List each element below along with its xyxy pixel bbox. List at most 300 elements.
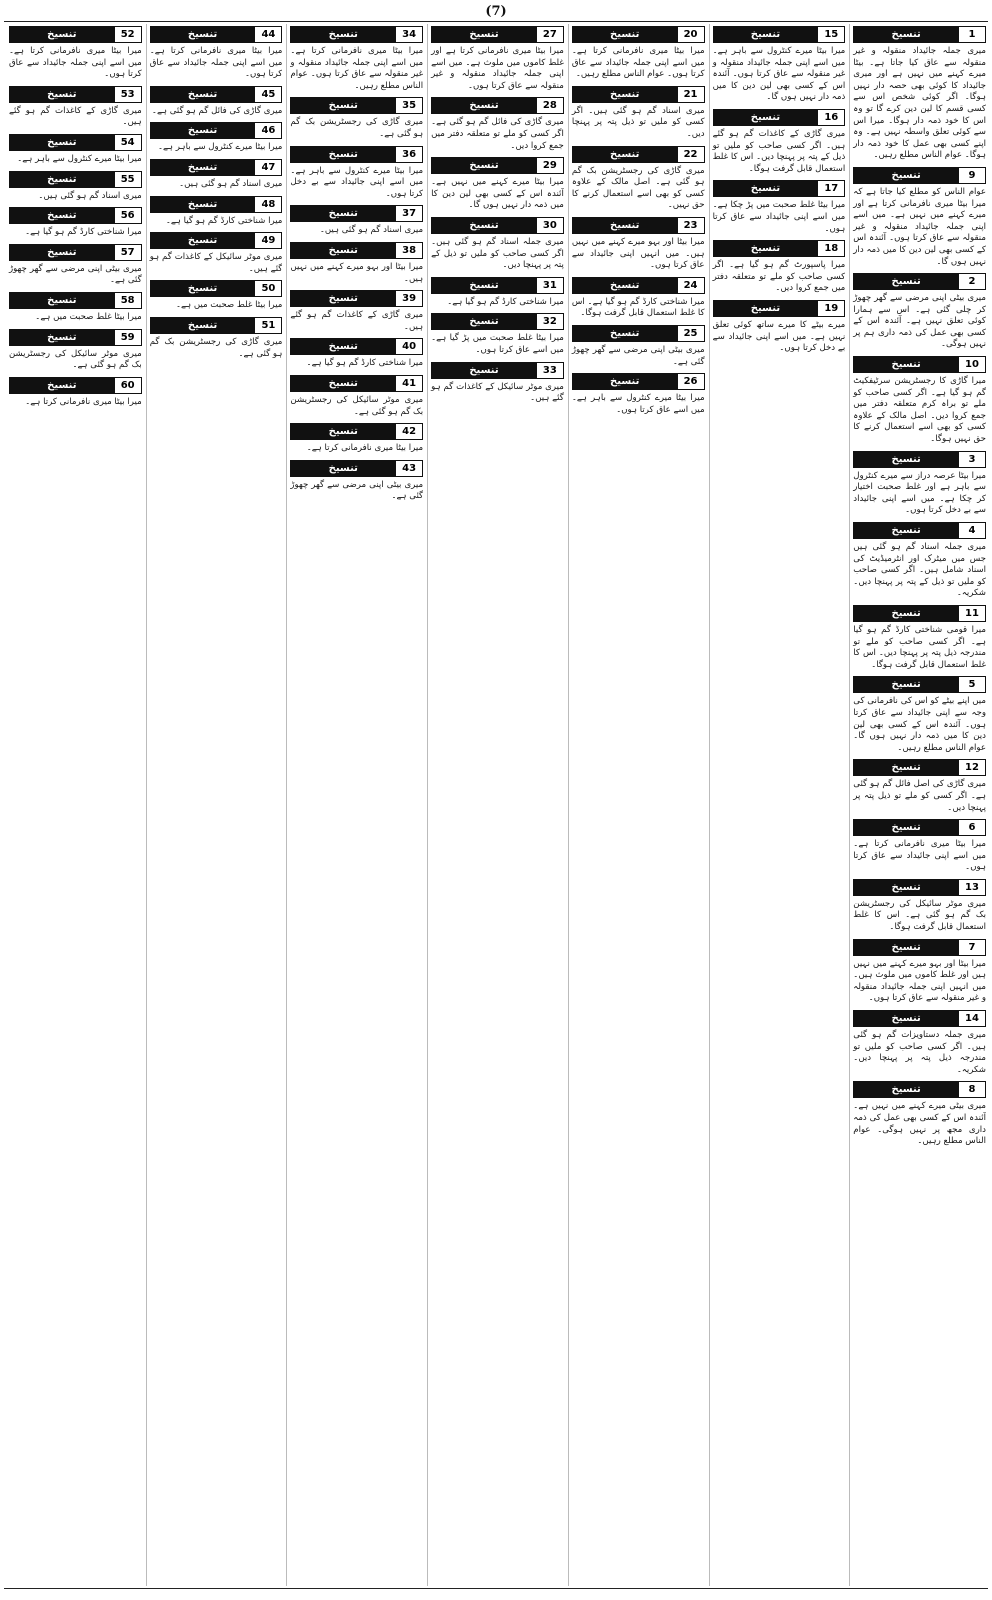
classified-notice <box>9 292 142 324</box>
notice-title: تنسیخ <box>854 940 958 955</box>
notice-text: میری جملہ اسناد گم ہو گئی ہیں۔ اگر کسی صاحب کو ملیں تو ذیل کے پتہ پر پہنچا دیں۔ <box>431 236 564 271</box>
notice-text: میرا بیٹا میرے کنٹرول سے باہر ہے۔ میں اسے عاق کرتا ہوں۔ <box>571 393 705 415</box>
notice-header <box>572 26 705 43</box>
notice-title: تنسیخ <box>854 27 958 42</box>
notice-title: تنسیخ <box>432 27 536 42</box>
notice-number: 38 <box>395 243 422 258</box>
notice-number: 60 <box>114 378 141 393</box>
notice-title: تنسیخ <box>291 461 395 476</box>
notice-title: تنسیخ <box>854 880 958 895</box>
notice-header <box>713 240 846 257</box>
classified-notice <box>9 329 142 372</box>
notice-header <box>431 97 564 114</box>
notice-number: 54 <box>114 135 141 150</box>
classified-notice <box>572 277 705 320</box>
notice-text: میری بیٹی میرے کہنے میں نہیں ہے۔ آئندہ اس کے کسی بھی عمل کی ذمہ داری مجھ پر نہیں ہوگی۔ عوام الناس مطلع رہیں۔ <box>853 1101 986 1147</box>
notice-title: تنسیخ <box>291 206 395 221</box>
classified-notice <box>9 377 142 409</box>
notice-number: 25 <box>677 326 704 341</box>
notice-title: تنسیخ <box>151 87 255 102</box>
notice-number: 9 <box>958 168 985 183</box>
notice-title: تنسیخ <box>151 281 255 296</box>
notice-header <box>853 819 986 836</box>
notice-title: تنسیخ <box>573 278 677 293</box>
bottom-divider <box>4 1588 988 1589</box>
classified-notice <box>572 325 705 368</box>
notice-text: میری موٹر سائیکل کی رجسٹریشن بک گم ہو گئی ہے۔ اس کا غلط استعمال قابل گرفت ہوگا۔ <box>853 898 986 933</box>
notice-header <box>572 146 705 163</box>
notice-text: میرا بیٹا میری نافرمانی کرتا ہے۔ میں اسے اپنی جائیداد سے عاق کرتا ہوں۔ <box>853 839 986 873</box>
notice-header <box>150 122 283 139</box>
classified-notice <box>9 207 142 239</box>
classified-notice <box>853 451 986 517</box>
notice-text: میرا گاڑی کا رجسٹریشن سرٹیفکیٹ گم ہو گیا ہے۔ اگر کسی صاحب کو ملے تو براہ کرم متعلقہ دفتر میں جمع کروا دیں۔ اصل مالک کے علاوہ کسی کو بھی اسے استعمال کرنے کا حق نہیں ہوگا۔ <box>853 376 986 445</box>
classified-notice <box>150 122 283 154</box>
notice-text: میری گاڑی کی رجسٹریشن بک گم ہو گئی ہے۔ اصل مالک کے علاوہ کسی کو بھی اسے استعمال کرنے کا حق نہیں۔ <box>571 165 705 211</box>
notice-header <box>150 86 283 103</box>
notice-number: 51 <box>254 318 281 333</box>
notice-header <box>290 97 423 114</box>
notice-number: 35 <box>395 98 422 113</box>
notice-header <box>713 180 846 197</box>
notice-header <box>150 232 283 249</box>
notice-number: 58 <box>114 293 141 308</box>
notice-number: 44 <box>254 27 281 42</box>
notice-header <box>713 109 846 126</box>
notice-header <box>853 676 986 693</box>
notice-text: میرا بیٹا غلط صحبت میں پڑ چکا ہے۔ میں اسے اپنی جائیداد سے عاق کرتا ہوں۔ <box>712 200 846 234</box>
notice-title: تنسیخ <box>573 218 677 233</box>
notice-title: تنسیخ <box>854 274 958 289</box>
notice-text: میری گاڑی کے کاغذات گم ہو گئے ہیں۔ اگر کسی صاحب کو ملیں تو ذیل کے پتہ پر پہنچا دیں۔ اس کا غلط استعمال قابل گرفت ہوگا۔ <box>712 128 846 174</box>
classified-notice <box>431 313 564 356</box>
notice-number: 47 <box>254 160 281 175</box>
classified-notice <box>290 97 423 140</box>
notice-title: تنسیخ <box>573 326 677 341</box>
notice-header <box>853 273 986 290</box>
notice-text: میرا بیٹا اور بہو میرے کہنے میں نہیں ہیں۔ میں انہیں اپنی جائیداد سے عاق کرتا ہوں۔ <box>571 236 705 271</box>
classified-notice <box>853 819 986 874</box>
notice-text: میرا بیٹا میری نافرمانی کرتا ہے۔ میں اسے اپنی جملہ جائیداد منقولہ و غیر منقولہ سے عاق کرتا ہوں۔ عوام الناس مطلع رہیں۔ <box>290 46 424 91</box>
page-number: (7) <box>485 4 507 19</box>
top-divider <box>4 21 988 22</box>
notice-header <box>9 292 142 309</box>
notice-title: تنسیخ <box>10 208 114 223</box>
notice-text: میرا شناختی کارڈ گم ہو گیا ہے۔ اس کا غلط استعمال قابل گرفت ہوگا۔ <box>571 296 705 319</box>
notice-columns <box>6 24 986 1586</box>
notice-header <box>150 159 283 176</box>
notice-text: میری بیٹی اپنی مرضی سے گھر چھوڑ گئی ہے۔ <box>571 344 705 367</box>
notice-number: 42 <box>395 424 422 439</box>
notice-number: 52 <box>114 27 141 42</box>
notice-header <box>853 939 986 956</box>
notice-number: 5 <box>958 677 985 692</box>
notice-header <box>290 26 423 43</box>
notice-header <box>572 325 705 342</box>
notice-text: میری اسناد گم ہو گئی ہیں۔ <box>179 178 283 189</box>
notice-text: میرا شناختی کارڈ گم ہو گیا ہے۔ <box>165 215 283 226</box>
classified-notice <box>853 26 986 162</box>
notice-header <box>9 207 142 224</box>
notice-title: تنسیخ <box>291 339 395 354</box>
notice-number: 36 <box>395 147 422 162</box>
notice-header <box>150 196 283 213</box>
classified-notice <box>713 240 846 295</box>
notice-text: میرا پاسپورٹ گم ہو گیا ہے۔ اگر کسی صاحب کو ملے تو متعلقہ دفتر میں جمع کروا دیں۔ <box>712 260 846 294</box>
notice-text: میرا بیٹا میرے کنٹرول سے باہر ہے۔ میں اسے اپنی جائیداد سے بے دخل کرتا ہوں۔ <box>290 165 424 199</box>
classified-notice <box>713 300 846 355</box>
notice-number: 15 <box>817 27 844 42</box>
notice-text: میرا بیٹا میری نافرمانی کرتا ہے۔ <box>306 443 424 454</box>
notice-text: میرا شناختی کارڈ گم ہو گیا ہے۔ <box>447 296 564 307</box>
notice-number: 30 <box>536 218 563 233</box>
notice-title: تنسیخ <box>291 424 395 439</box>
notice-number: 3 <box>958 452 985 467</box>
classified-notice <box>431 217 564 272</box>
notice-text: میرا بیٹا میری نافرمانی کرتا ہے۔ میں اسے اپنی جملہ جائیداد سے عاق کرتا ہوں۔ <box>8 46 142 80</box>
notice-title: تنسیخ <box>291 98 395 113</box>
notice-title: تنسیخ <box>151 233 255 248</box>
classified-notice <box>572 373 705 416</box>
notice-number: 22 <box>677 147 704 162</box>
notice-header <box>150 280 283 297</box>
notice-title: تنسیخ <box>573 147 677 162</box>
notice-title: تنسیخ <box>854 677 958 692</box>
notice-header <box>431 313 564 330</box>
notice-number: 4 <box>958 523 985 538</box>
notice-header <box>290 423 423 440</box>
notice-text: میرا بیٹا میرے کنٹرول سے باہر ہے۔ <box>17 153 142 164</box>
notice-header <box>431 157 564 174</box>
notice-header <box>853 879 986 896</box>
notice-title: تنسیخ <box>291 376 395 391</box>
notice-title: تنسیخ <box>291 147 395 162</box>
notice-header <box>713 26 846 43</box>
classified-notice <box>290 26 423 92</box>
notice-number: 29 <box>536 158 563 173</box>
classified-notice <box>150 159 283 191</box>
notice-title: تنسیخ <box>854 606 958 621</box>
notice-header <box>9 171 142 188</box>
notice-title: تنسیخ <box>573 87 677 102</box>
notice-text: میرا بیٹا غلط صحبت میں پڑ گیا ہے۔ میں اسے عاق کرتا ہوں۔ <box>431 333 564 355</box>
notice-column <box>427 24 564 1586</box>
classified-notice <box>290 242 423 285</box>
notice-title: تنسیخ <box>854 1011 958 1026</box>
classified-notice <box>150 196 283 228</box>
classified-notice <box>290 460 423 503</box>
notice-number: 14 <box>958 1011 985 1026</box>
classified-notice <box>853 676 986 754</box>
notice-title: تنسیخ <box>10 135 114 150</box>
notice-number: 56 <box>114 208 141 223</box>
notice-header <box>290 375 423 392</box>
notice-text: میری گاڑی کی رجسٹریشن بک گم ہو گئی ہے۔ <box>290 117 424 139</box>
notice-text: میری موٹر سائیکل کی رجسٹریشن بک گم ہو گئی ہے۔ <box>8 348 142 371</box>
classified-notice <box>431 362 564 405</box>
notice-text: میری اسناد گم ہو گئی ہیں۔ <box>319 225 424 236</box>
notice-title: تنسیخ <box>10 330 114 345</box>
notice-number: 2 <box>958 274 985 289</box>
notice-header <box>290 146 423 163</box>
notice-text: میری گاڑی کی اصل فائل گم ہو گئی ہے۔ اگر کسی کو ملے تو ذیل پتہ پر پہنچا دیں۔ <box>853 779 986 813</box>
classified-notice <box>150 26 283 81</box>
notice-title: تنسیخ <box>714 181 818 196</box>
notice-text: میرا بیٹا میرے کنٹرول سے باہر ہے۔ <box>157 142 283 153</box>
notice-header <box>9 86 142 103</box>
notice-title: تنسیخ <box>714 241 818 256</box>
notice-number: 28 <box>536 98 563 113</box>
notice-text: میرا بیٹا غلط صحبت میں ہے۔ <box>35 311 142 322</box>
notice-header <box>9 26 142 43</box>
classified-notice <box>431 157 564 212</box>
notice-header <box>150 317 283 334</box>
notice-text: عوام الناس کو مطلع کیا جاتا ہے کہ میرا بیٹا میری نافرمانی کرتا ہے اور میرے کہنے میں نہیں ہے۔ میں اسے اپنی جملہ جائیداد منقولہ و غیر منقولہ سے عاق کرتا ہوں۔ آئندہ اس کے کسی بھی لین دین کا میں ذمہ دار نہیں ہوں گا۔ <box>853 186 986 267</box>
notice-title: تنسیخ <box>432 278 536 293</box>
notice-header <box>853 1010 986 1027</box>
classified-notice <box>572 146 705 212</box>
classified-notice <box>853 522 986 600</box>
notice-text: میرا بیٹا میری نافرمانی کرتا ہے۔ میں اسے اپنی جملہ جائیداد سے عاق کرتا ہوں۔ عوام الناس مطلع رہیں۔ <box>571 46 705 80</box>
notice-title: تنسیخ <box>10 87 114 102</box>
notice-title: تنسیخ <box>10 172 114 187</box>
notice-header <box>290 460 423 477</box>
notice-title: تنسیخ <box>854 1082 958 1097</box>
notice-title: تنسیخ <box>10 293 114 308</box>
notice-text: میری گاڑی کی فائل گم ہو گئی ہے۔ <box>151 105 283 116</box>
classified-notice <box>572 217 705 272</box>
notice-number: 33 <box>536 363 563 378</box>
notice-text: میرے بیٹے کا میرے ساتھ کوئی تعلق نہیں ہے۔ میں اسے اپنی جائیداد سے بے دخل کرتا ہوں۔ <box>712 319 846 354</box>
notice-number: 12 <box>958 760 985 775</box>
notice-header <box>9 244 142 261</box>
notice-header <box>290 242 423 259</box>
notice-header <box>572 373 705 390</box>
notice-text: میری موٹر سائیکل کی رجسٹریشن بک گم ہو گئی ہے۔ <box>290 394 424 417</box>
notice-title: تنسیخ <box>573 374 677 389</box>
notice-number: 53 <box>114 87 141 102</box>
notice-number: 48 <box>254 197 281 212</box>
notice-number: 37 <box>395 206 422 221</box>
notice-header <box>713 300 846 317</box>
notice-header <box>431 277 564 294</box>
notice-number: 11 <box>958 606 985 621</box>
notice-title: تنسیخ <box>854 168 958 183</box>
notice-text: میں اپنے بیٹے کو اس کی نافرمانی کی وجہ سے اپنی جائیداد سے عاق کرتا ہوں۔ آئندہ اس کے کسی بھی لین دین کا میں ذمہ دار نہیں ہوں گا۔ عوام الناس مطلع رہیں۔ <box>853 696 986 753</box>
classified-notice <box>9 244 142 287</box>
classified-notice <box>853 1081 986 1147</box>
notice-title: تنسیخ <box>714 301 818 316</box>
notice-number: 1 <box>958 27 985 42</box>
notice-header <box>853 759 986 776</box>
classified-notice <box>572 86 705 141</box>
notice-header <box>853 167 986 184</box>
classified-notice <box>853 939 986 1005</box>
notice-number: 8 <box>958 1082 985 1097</box>
notice-column <box>286 24 423 1586</box>
notice-title: تنسیخ <box>432 363 536 378</box>
notice-number: 21 <box>677 87 704 102</box>
notice-text: میرا بیٹا اور بہو میرے کہنے میں نہیں ہیں۔ <box>290 261 424 284</box>
notice-number: 40 <box>395 339 422 354</box>
classified-notice <box>9 26 142 81</box>
notice-text: میرا شناختی کارڈ گم ہو گیا ہے۔ <box>306 358 424 369</box>
notice-number: 59 <box>114 330 141 345</box>
notice-text: میری موٹر سائیکل کے کاغذات گم ہو گئے ہیں۔ <box>431 381 564 404</box>
notice-title: تنسیخ <box>854 760 958 775</box>
classified-notice <box>431 277 564 309</box>
notice-header <box>853 1081 986 1098</box>
notice-text: میرا بیٹا عرصہ دراز سے میرے کنٹرول سے باہر ہے اور غلط صحبت اختیار کر چکا ہے۔ میں اسے اپنی جائیداد سے بے دخل کرتا ہوں۔ <box>853 470 986 516</box>
classified-notice <box>853 167 986 268</box>
notice-number: 20 <box>677 27 704 42</box>
notice-header <box>853 451 986 468</box>
notice-header <box>572 217 705 234</box>
notice-title: تنسیخ <box>10 245 114 260</box>
notice-header <box>150 26 283 43</box>
notice-number: 31 <box>536 278 563 293</box>
notice-header <box>290 338 423 355</box>
notice-text: میری گاڑی کے کاغذات گم ہو گئے ہیں۔ <box>8 105 142 128</box>
classified-notice <box>9 86 142 129</box>
notice-text: میری جملہ دستاویزات گم ہو گئی ہیں۔ اگر کسی صاحب کو ملیں تو مندرجہ ذیل پتہ پر پہنچا دیں۔ شکریہ۔ <box>853 1030 986 1075</box>
notice-header <box>431 362 564 379</box>
classified-notice <box>150 232 283 275</box>
notice-number: 57 <box>114 245 141 260</box>
notice-number: 43 <box>395 461 422 476</box>
classified-notice <box>853 356 986 446</box>
notice-number: 6 <box>958 820 985 835</box>
notice-number: 55 <box>114 172 141 187</box>
classified-notice <box>290 375 423 418</box>
notice-text: میرا بیٹا اور بہو میرے کہنے میں نہیں ہیں اور غلط کاموں میں ملوث ہیں۔ میں انہیں اپنی جملہ جائیداد منقولہ و غیر منقولہ سے عاق کرتا ہوں۔ <box>853 958 986 1004</box>
notice-number: 19 <box>817 301 844 316</box>
notice-title: تنسیخ <box>151 160 255 175</box>
notice-text: میری اسناد گم ہو گئی ہیں۔ <box>38 190 142 201</box>
notice-header <box>9 377 142 394</box>
notice-column <box>568 24 705 1586</box>
classified-notice <box>853 273 986 351</box>
notice-header <box>853 522 986 539</box>
classified-notice <box>290 338 423 370</box>
notice-text: میری بیٹی اپنی مرضی سے گھر چھوڑ گئی ہے۔ <box>8 263 142 286</box>
notice-title: تنسیخ <box>714 110 818 125</box>
notice-title: تنسیخ <box>854 452 958 467</box>
notice-title: تنسیخ <box>291 291 395 306</box>
notice-text: میری موٹر سائیکل کے کاغذات گم ہو گئے ہیں۔ <box>149 252 283 274</box>
notice-number: 34 <box>395 27 422 42</box>
classified-notice <box>431 26 564 92</box>
notice-text: میرا بیٹا میری نافرمانی کرتا ہے اور غلط کاموں میں ملوث ہے۔ میں اسے اپنی جملہ جائیداد منقولہ و غیر منقولہ سے عاق کرتا ہوں۔ <box>431 46 564 91</box>
classified-notice <box>853 605 986 671</box>
notice-column <box>849 24 986 1586</box>
notice-text: میرا بیٹا غلط صحبت میں ہے۔ <box>176 300 283 311</box>
notice-number: 13 <box>958 880 985 895</box>
notice-number: 18 <box>817 241 844 256</box>
notice-text: میرا بیٹا میرے کہنے میں نہیں ہے۔ آئندہ اس کے کسی بھی لین دین کا میں ذمہ دار نہیں ہوں گا۔ <box>431 177 564 211</box>
classified-notice <box>713 109 846 175</box>
notice-header <box>572 277 705 294</box>
notice-title: تنسیخ <box>854 523 958 538</box>
notice-text: میری بیٹی اپنی مرضی سے گھر چھوڑ کر چلی گئی ہے۔ اس سے ہمارا کوئی تعلق نہیں ہے۔ آئندہ اس کے کسی بھی عمل کی ذمہ داری ہم پر نہیں ہوگی۔ <box>853 293 986 350</box>
notice-header <box>853 605 986 622</box>
notice-title: تنسیخ <box>714 27 818 42</box>
notice-text: میری گاڑی کے کاغذات گم ہو گئے ہیں۔ <box>290 310 424 332</box>
notice-number: 17 <box>817 181 844 196</box>
notice-title: تنسیخ <box>151 27 255 42</box>
notice-header <box>572 86 705 103</box>
notice-number: 7 <box>958 940 985 955</box>
classified-notice <box>290 146 423 201</box>
notice-text: میرا شناختی کارڈ گم ہو گیا ہے۔ <box>25 227 142 238</box>
notice-number: 24 <box>677 278 704 293</box>
notice-title: تنسیخ <box>151 123 255 138</box>
notice-number: 39 <box>395 291 422 306</box>
notice-title: تنسیخ <box>854 357 958 372</box>
notice-column <box>6 24 142 1586</box>
notice-header <box>290 290 423 307</box>
notice-title: تنسیخ <box>151 197 255 212</box>
notice-header <box>431 26 564 43</box>
notice-title: تنسیخ <box>10 378 114 393</box>
notice-number: 27 <box>536 27 563 42</box>
classified-notice <box>9 134 142 166</box>
notice-header <box>431 217 564 234</box>
classified-notice <box>150 317 283 360</box>
classified-notice <box>150 86 283 118</box>
notice-column <box>146 24 283 1586</box>
classified-notice <box>290 290 423 333</box>
classified-notice <box>9 171 142 203</box>
notice-number: 10 <box>958 357 985 372</box>
notice-header <box>9 134 142 151</box>
notice-number: 23 <box>677 218 704 233</box>
classified-notice <box>290 423 423 455</box>
notice-text: میرا بیٹا میرے کنٹرول سے باہر ہے۔ میں اسے اپنی جملہ جائیداد منقولہ و غیر منقولہ سے عاق کرتا ہوں۔ آئندہ اس کے کسی بھی لین دین کا میں ذمہ دار نہیں ہوں گا۔ <box>712 46 846 103</box>
notice-title: تنسیخ <box>10 27 114 42</box>
notice-text: میری جملہ جائیداد منقولہ و غیر منقولہ سے عاق کیا جاتا ہے۔ بیٹا میرے کہنے میں نہیں ہے اور میری جائیداد کا کوئی بھی حصہ دار نہیں ہوگا۔ اگر کوئی شخص اس سے کسی قسم کا لین دین کرے گا تو وہ اس کا خود ذمہ دار ہوگا۔ میرا اس سے کوئی تعلق واسطہ نہیں ہے۔ وہ اپنے کسی بھی عمل کا خود ذمہ دار ہوگا۔ عوام الناس مطلع رہیں۔ <box>853 46 986 161</box>
notice-text: میرا بیٹا میری نافرمانی کرتا ہے۔ میں اسے اپنی جملہ جائیداد سے عاق کرتا ہوں۔ <box>149 46 283 80</box>
notice-number: 16 <box>817 110 844 125</box>
notice-text: میری اسناد گم ہو گئی ہیں۔ اگر کسی کو ملیں تو ذیل پتہ پر پہنچا دیں۔ <box>571 105 705 139</box>
notice-number: 32 <box>536 314 563 329</box>
classified-notice <box>431 97 564 152</box>
notice-text: میری بیٹی اپنی مرضی سے گھر چھوڑ گئی ہے۔ <box>290 479 424 502</box>
notice-title: تنسیخ <box>573 27 677 42</box>
notice-number: 49 <box>254 233 281 248</box>
notice-header <box>853 356 986 373</box>
classified-notice <box>853 759 986 814</box>
classified-notice <box>150 280 283 312</box>
notice-text: میری گاڑی کی فائل گم ہو گئی ہے۔ اگر کسی کو ملے تو متعلقہ دفتر میں جمع کروا دیں۔ <box>431 117 564 151</box>
notice-header <box>290 205 423 222</box>
notice-title: تنسیخ <box>291 243 395 258</box>
notice-header <box>853 26 986 43</box>
notice-number: 50 <box>254 281 281 296</box>
notice-title: تنسیخ <box>432 158 536 173</box>
notice-title: تنسیخ <box>432 98 536 113</box>
notice-title: تنسیخ <box>291 27 395 42</box>
notice-title: تنسیخ <box>151 318 255 333</box>
classified-notice <box>713 26 846 104</box>
notice-header <box>9 329 142 346</box>
classified-notice <box>853 879 986 934</box>
notice-title: تنسیخ <box>854 820 958 835</box>
notice-number: 41 <box>395 376 422 391</box>
notice-number: 46 <box>254 123 281 138</box>
classified-notice <box>290 205 423 237</box>
notice-column <box>709 24 846 1586</box>
